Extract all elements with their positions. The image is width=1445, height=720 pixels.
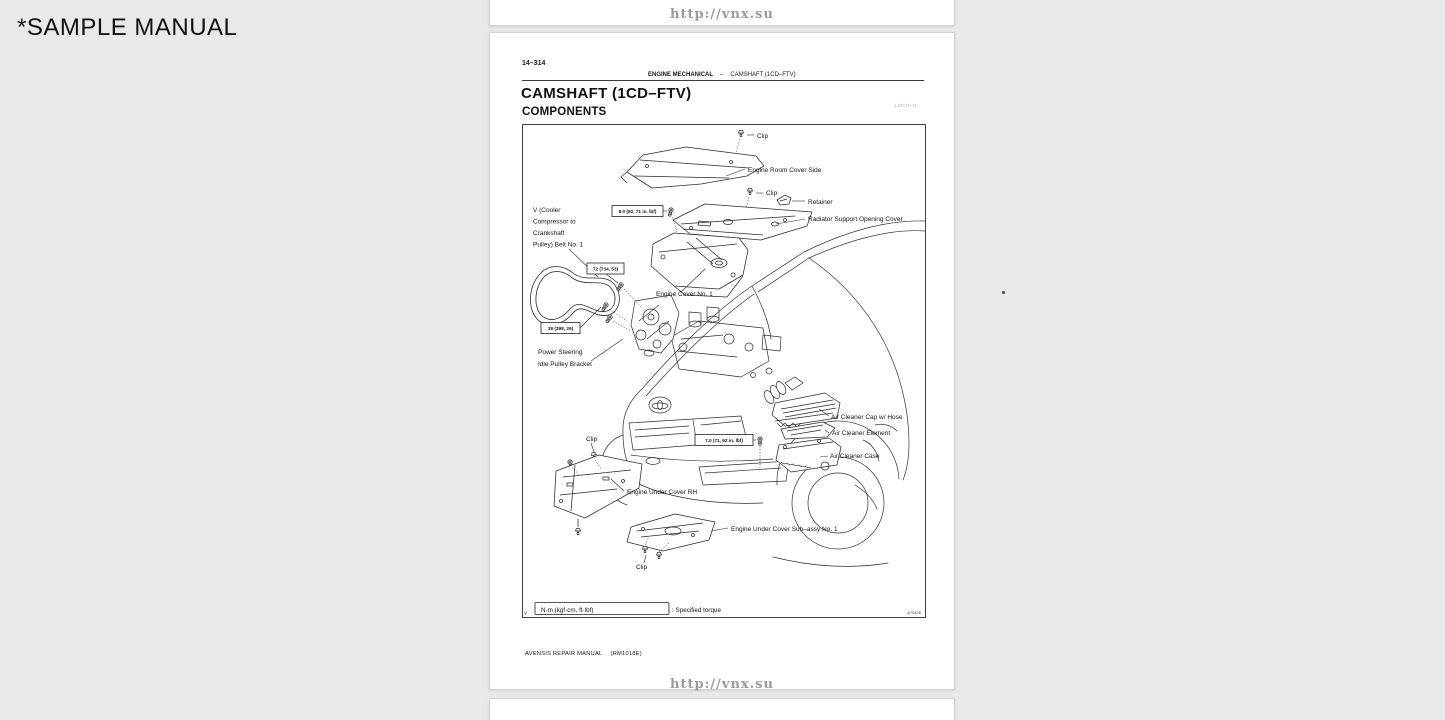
- label-clip-top: Clip: [757, 133, 769, 140]
- label-v-belt-line4: Pulley) Belt No. 1: [533, 241, 584, 249]
- part-engine-room-cover-side: [621, 147, 764, 188]
- header-rule: [522, 80, 924, 81]
- label-radiator-support-opening-cover: Radiator Support Opening Cover: [808, 216, 903, 223]
- background-speck: [1002, 291, 1005, 294]
- page-subtitle: COMPONENTS: [522, 106, 607, 118]
- torque-value: 7.0 (71, 62 in. lbf): [705, 438, 743, 444]
- part-air-cleaner-cap: [772, 393, 840, 427]
- next-page-fragment: [489, 698, 955, 720]
- label-engine-cover-no1: Engine Cover No. 1: [656, 291, 713, 298]
- label-v-belt-line2: Compressor to: [533, 218, 576, 226]
- running-header-separator: –: [720, 72, 724, 78]
- label-engine-under-cover-rh: Engine Under Cover RH: [627, 489, 698, 496]
- watermark-url: http://vnx.su: [670, 677, 774, 692]
- label-clip-mid: Clip: [766, 190, 778, 197]
- footer-manual-code: (RM1018E): [610, 651, 642, 657]
- label-v-belt-line1: V (Cooler: [533, 207, 561, 214]
- page-title: CAMSHAFT (1CD–FTV): [521, 85, 692, 102]
- sample-manual-title: *SAMPLE MANUAL: [17, 14, 238, 41]
- running-header-section: ENGINE MECHANICAL: [648, 72, 714, 78]
- torque-spec-radiator: [612, 206, 663, 217]
- running-header: [648, 72, 796, 78]
- components-diagram: [523, 125, 925, 617]
- footer-manual-name: AVENSIS REPAIR MANUAL: [525, 651, 603, 657]
- label-air-cleaner-element: Air Cleaner Element: [832, 430, 891, 437]
- torque-value: 72 (734, 53): [592, 266, 619, 272]
- section-code: 140CH-01: [894, 103, 917, 108]
- part-bolt-air-cleaner: [758, 437, 762, 445]
- label-clip-bottom: Clip: [636, 564, 648, 571]
- part-clip-mid: [747, 188, 752, 194]
- torque-spec-pulley-bracket: [541, 323, 580, 334]
- label-air-cleaner-cap: Air Cleaner Cap w/ Hose: [831, 414, 903, 421]
- label-clip-left: Clip: [586, 436, 598, 443]
- label-power-steering-line2: Idle Pulley Bracket: [538, 361, 592, 368]
- components-diagram-frame: [522, 124, 926, 618]
- torque-legend: [524, 603, 922, 617]
- page-number: 14–314: [522, 60, 546, 67]
- figure-id: A79426: [907, 610, 921, 615]
- part-clip-top: [738, 130, 743, 136]
- manual-footer: [525, 651, 642, 657]
- car-outline: [601, 221, 925, 566]
- torque-value: 39 (398, 29): [547, 326, 574, 332]
- label-engine-under-cover-subassy: Engine Under Cover Sub–assy No. 1: [731, 526, 838, 533]
- part-retainer: [777, 195, 791, 205]
- part-bolt-radiator: [667, 207, 673, 216]
- part-engine-cover-no1: [651, 233, 748, 297]
- manual-page: [489, 32, 955, 690]
- label-v-belt-line3: Crankshaft: [533, 230, 565, 237]
- label-engine-room-cover-side: Engine Room Cover Side: [748, 167, 822, 174]
- part-v-belt: [530, 267, 619, 325]
- legend-note: : Specified torque: [672, 606, 722, 614]
- label-retainer: Retainer: [808, 199, 833, 206]
- torque-spec-pulley-center: [587, 263, 624, 274]
- legend-index-letter: Y: [524, 611, 528, 616]
- running-header-topic: CAMSHAFT (1CD–FTV): [730, 72, 796, 78]
- part-bolts-left: [601, 282, 624, 323]
- torque-spec-air-cleaner: [695, 435, 753, 446]
- part-pin-under-rh: [575, 528, 580, 534]
- previous-page-fragment: [489, 0, 955, 26]
- watermark-url: http://vnx.su: [670, 7, 774, 22]
- label-power-steering-line1: Power Steering: [538, 349, 583, 356]
- legend-unit-box: N·m (kgf·cm, ft·lbf): [541, 606, 594, 614]
- label-air-cleaner-case: Air Cleaner Case: [830, 453, 880, 460]
- part-idle-pulley-bracket: [631, 295, 679, 356]
- torque-value: 8.0 (82, 71 in. lbf): [618, 209, 657, 215]
- part-engine-under-cover-subassy: [627, 514, 715, 551]
